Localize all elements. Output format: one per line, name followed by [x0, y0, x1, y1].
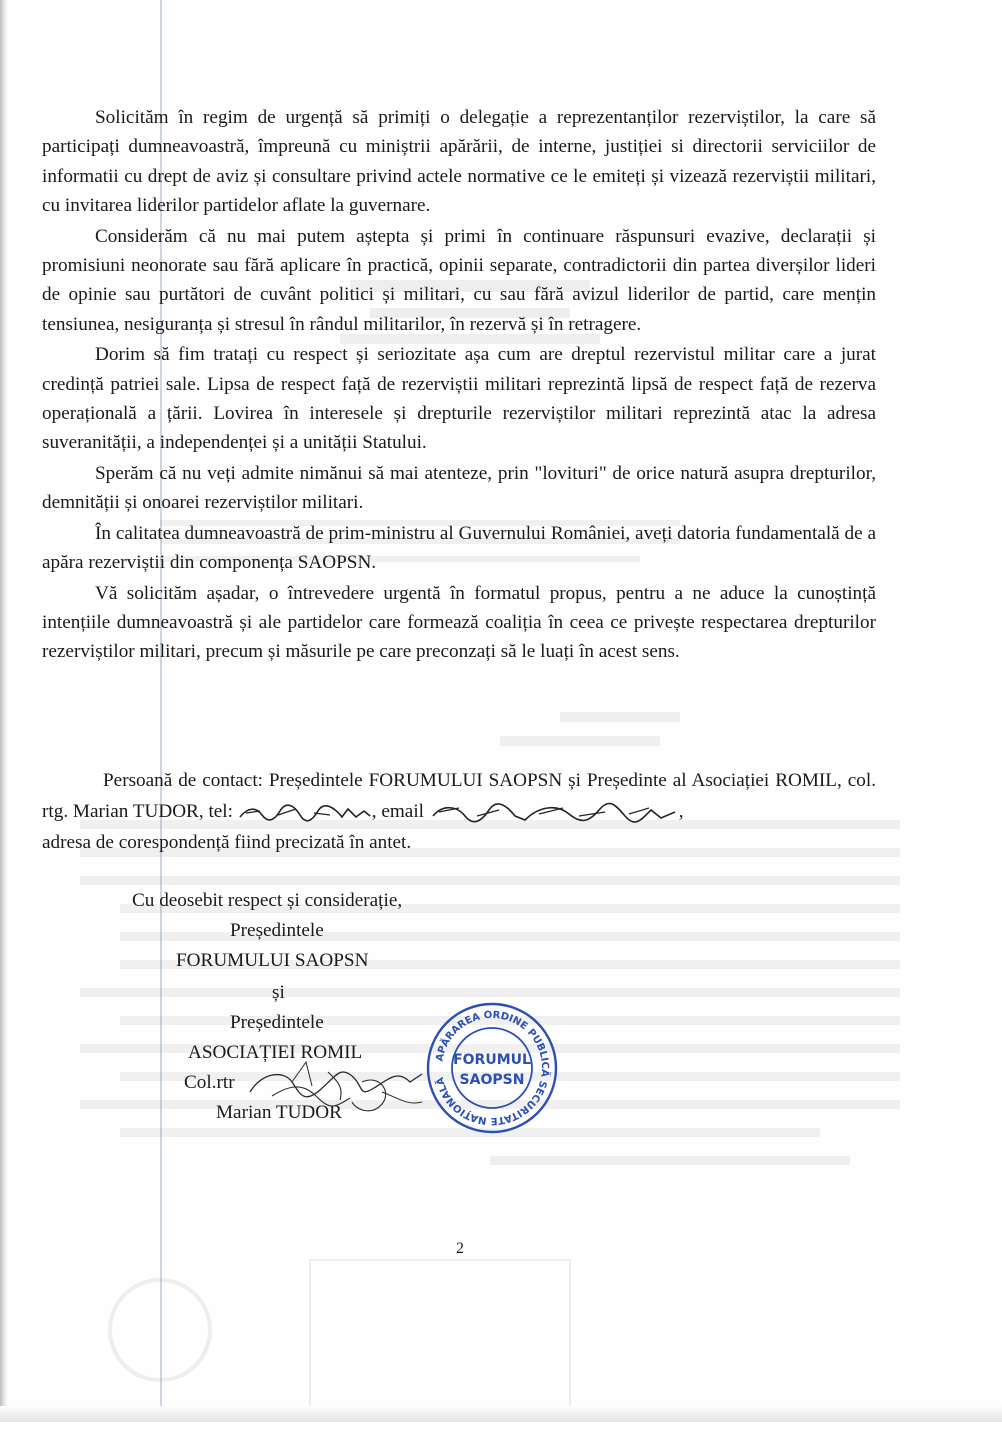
- letter-body: [42, 103, 876, 668]
- contact-block: [42, 765, 876, 858]
- paragraph: Sperăm că nu veți admite nimănui să mai atenteze, prin "lovituri" de orice natură asupra drepturilor, demnității și onoarei rezerviștilor militari.: [42, 462, 876, 514]
- closing-salutation: Cu deosebit respect și considerație,: [132, 890, 403, 911]
- redacted-phone-scribble: [238, 803, 372, 823]
- signatory-title-1: Președintele: [230, 920, 324, 941]
- stamp-text-line-2: SAOPSN: [459, 1072, 525, 1088]
- signatory-org-1: FORUMULUI SAOPSN: [176, 950, 369, 971]
- redacted-email-scribble: [429, 802, 679, 824]
- scan-edge-shadow: [0, 0, 8, 1422]
- signatory-rank: Col.rtr: [184, 1072, 235, 1093]
- contact-address-line: adresa de corespondență fiind precizată în antet.: [42, 832, 412, 853]
- email-label: , email: [371, 801, 424, 822]
- signatory-title-2: Președintele: [230, 1012, 324, 1033]
- paragraph: Solicităm în regim de urgență să primiți o delegație a reprezentanților rezerviștilor, la care să participați dumneavoastră, împreună cu miniștrii apărării, de interne, justiției si directorii serviciilor de informatii cu drept de aviz și consultare privind actele normative ce le emiteți și vizează rezerviștii militari, cu invitarea liderilor partidelor aflate la guvernare.: [42, 107, 876, 217]
- contact-end: ,: [678, 801, 684, 822]
- stamp-text-line-1: FORUMUL: [453, 1052, 531, 1068]
- paragraph: În calitatea dumneavoastră de prim-ministru al Guvernului României, aveți datoria fundamentală de a apăra rezerviștii din componența SAOPSN.: [42, 522, 876, 574]
- contact-intro: Persoană de contact: Președintele FORUMULUI SAOPSN și Președinte al Asociației ROMIL, col. rtg. Marian TUDOR, tel:: [42, 770, 876, 822]
- paragraph: Vă solicităm așadar, o întrevedere urgentă în formatul propus, pentru a ne aduce la cunoștință intențiile dumneavoastră și ale partidelor care formează coaliția în ceea ce privește respectarea drepturilor rezerviștilor militari, precum și măsurile pe care preconzați să le luați în acest sens.: [42, 582, 876, 663]
- contact-line: [42, 765, 876, 827]
- scan-bottom-edge: [0, 1406, 1002, 1422]
- signatory-name: Marian TUDOR: [216, 1102, 342, 1123]
- paragraph: Considerăm că nu mai putem aștepta și primi în continuare răspunsuri evazive, declarații și promisiuni neonorate sau fără aplicare în practică, opinii separate, contradictorii din partea diverșilor lideri de opinie sau purtători de cuvânt politici și militari, cu sau fără avizul liderilor de partid, care mențin tensiunea, nesiguranța și stresul în rândul militarilor, în rezervă și în retragere.: [42, 225, 876, 335]
- signatory-org-2: ASOCIAȚIEI ROMIL: [188, 1042, 363, 1063]
- page-number: 2: [456, 1240, 464, 1257]
- conjunction: și: [272, 982, 285, 1003]
- handwritten-signature: [232, 1052, 428, 1116]
- stamp-ring-text: APĂRAREA ORDINE PUBLICĂ SECURITATE NAȚIONALĂ: [434, 1009, 551, 1127]
- saopsn-round-stamp: [424, 1000, 560, 1136]
- paragraph: Dorim să fim tratați cu respect și seriozitate așa cum are dreptul rezervistul militar care a jurat credință patriei sale. Lipsa de respect față de rezerviștii militari reprezintă lipsă de respect față de rezerva operațională a țării. Lovirea în interesele și drepturile rezerviștilor militari reprezintă atac la adresa suveranității, a independenței și a unității Statului.: [42, 344, 876, 454]
